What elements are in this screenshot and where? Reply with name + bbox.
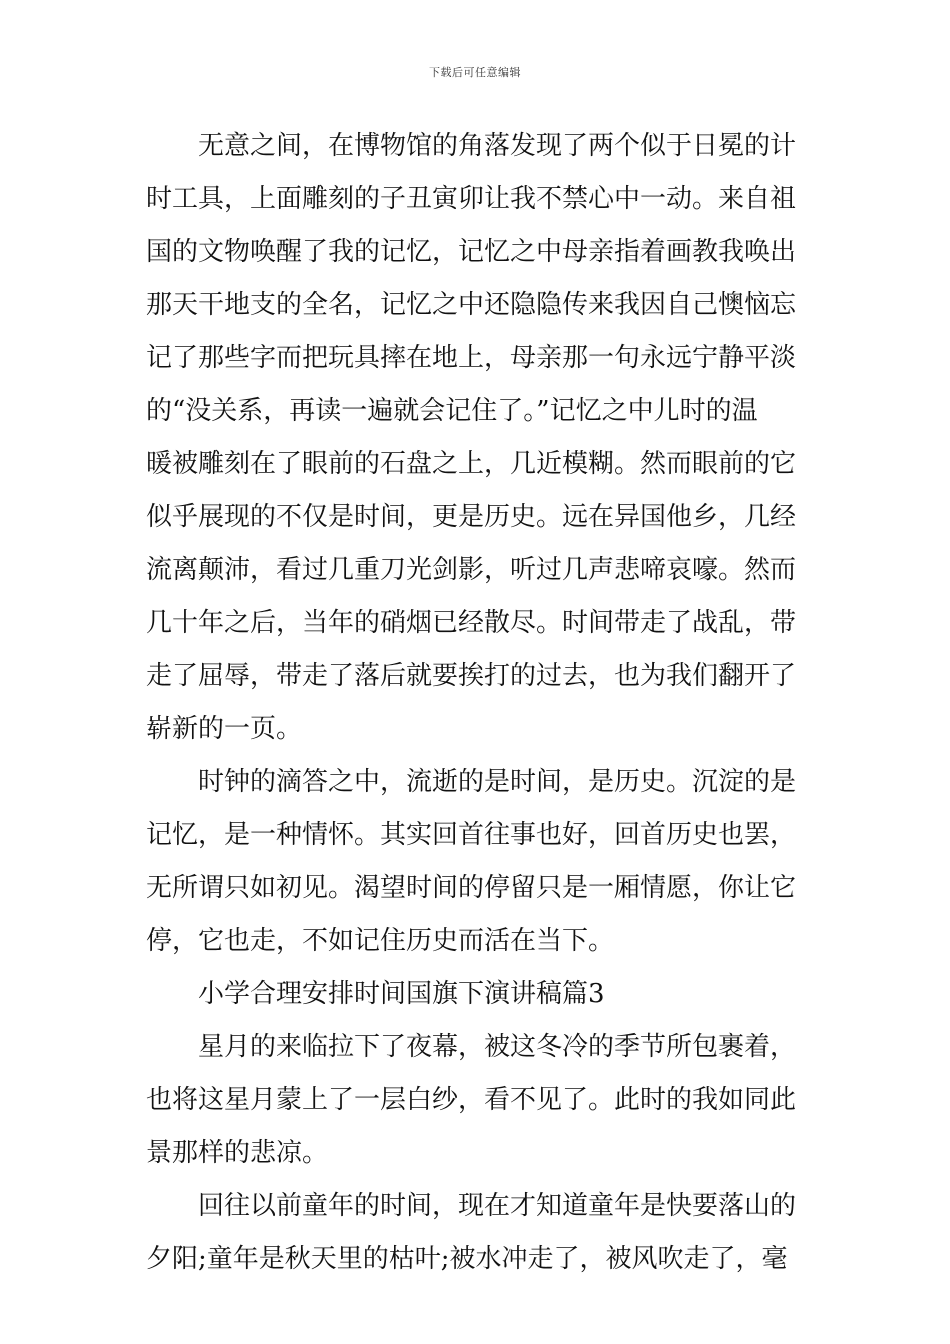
text-line: 停，它也走，不如记住历史而活在当下。 [146, 926, 615, 956]
text-line: 小学合理安排时间国旗下演讲稿篇3 [198, 979, 605, 1009]
page-header: 下载后可任意编辑 [429, 66, 521, 79]
text-line: 景那样的悲凉。 [146, 1138, 329, 1168]
text-line: 无所谓只如初见。渴望时间的停留只是一厢情愿，你让它 [146, 873, 797, 903]
text-line: 记了那些字而把玩具摔在地上，母亲那一句永远宁静平淡 [146, 343, 797, 373]
text-line: 也将这星月蒙上了一层白纱，看不见了。此时的我如同此 [146, 1085, 797, 1115]
text-line: 暖被雕刻在了眼前的石盘之上，几近模糊。然而眼前的它 [146, 449, 797, 479]
text-line: 夕阳;童年是秋天里的枯叶;被水冲走了，被风吹走了，毫 [146, 1244, 788, 1274]
text-line: 几十年之后，当年的硝烟已经散尽。时间带走了战乱，带 [146, 608, 797, 638]
text-line: 时钟的滴答之中，流逝的是时间，是历史。沉淀的是 [198, 767, 797, 797]
text-line: 崭新的一页。 [146, 714, 303, 744]
text-line: 无意之间，在博物馆的角落发现了两个似于日冕的计 [198, 131, 797, 161]
text-line: 星月的来临拉下了夜幕，被这冬冷的季节所包裹着， [198, 1032, 797, 1062]
text-line: 的“没关系，再读一遍就会记住了。”记忆之中儿时的温 [146, 396, 758, 426]
text-line: 走了屈辱，带走了落后就要挨打的过去，也为我们翻开了 [146, 661, 797, 691]
text-line: 记忆，是一种情怀。其实回首往事也好，回首历史也罢， [146, 820, 797, 850]
text-line: 国的文物唤醒了我的记忆，记忆之中母亲指着画教我唤出 [146, 237, 797, 267]
text-line: 时工具，上面雕刻的子丑寅卯让我不禁心中一动。来自祖 [146, 184, 797, 214]
text-line: 那天干地支的全名，记忆之中还隐隐传来我因自己懊恼忘 [146, 290, 797, 320]
document-body [146, 120, 808, 1286]
text-line: 似乎展现的不仅是时间，更是历史。远在异国他乡，几经 [146, 502, 797, 532]
text-line: 回往以前童年的时间，现在才知道童年是快要落山的 [198, 1191, 797, 1221]
text-line: 流离颠沛，看过几重刀光剑影，听过几声悲啼哀嚎。然而 [146, 555, 797, 585]
